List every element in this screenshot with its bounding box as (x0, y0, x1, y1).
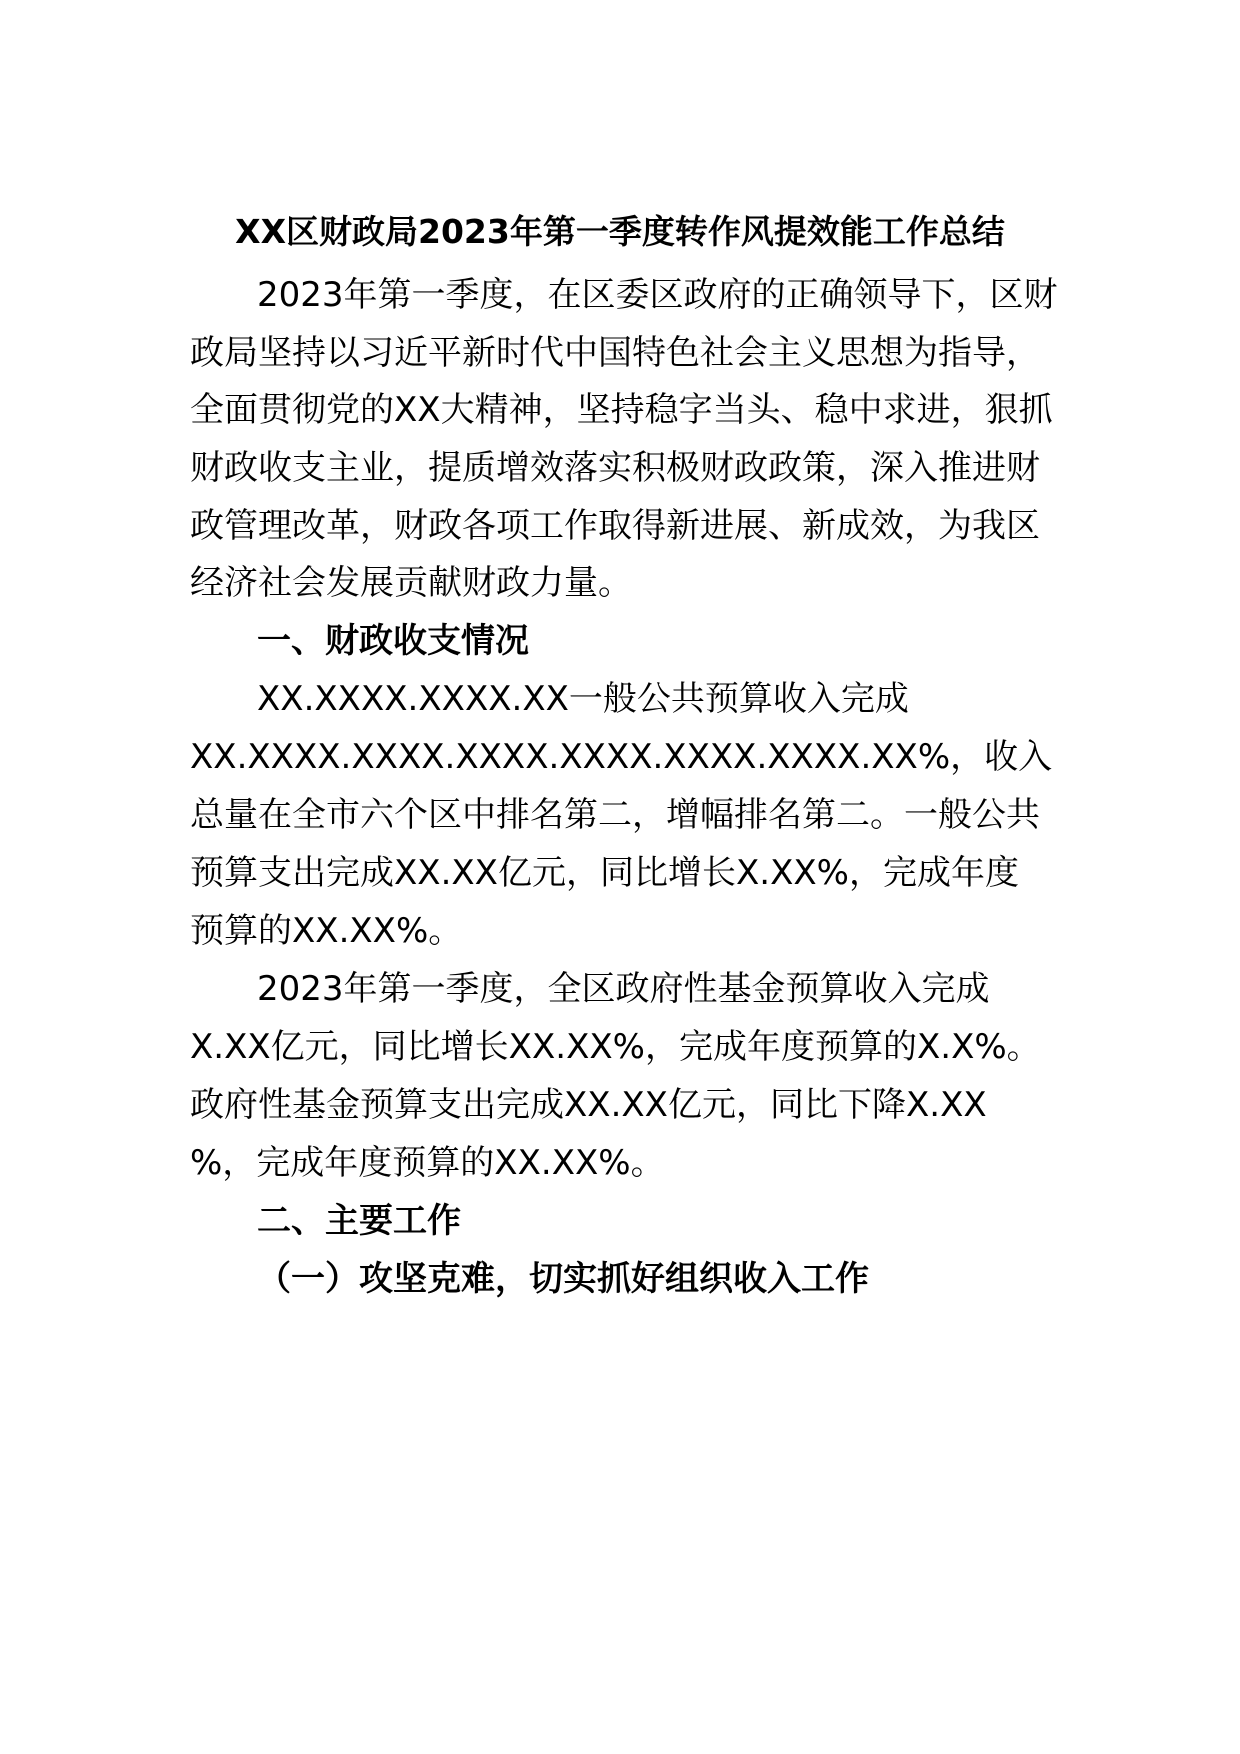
section-2-subheading-1: （一）攻坚克难，切实抓好组织收入工作 (257, 1259, 869, 1299)
intro-line-6: 经济社会发展贡献财政力量。 (190, 563, 632, 603)
section-1-p1-line-2: XX.XXXX.XXXX.XXXX.XXXX.XXXX.XXXX.XX%，收入 (190, 737, 1053, 777)
section-1-heading: 一、财政收支情况 (257, 621, 529, 661)
section-1-p2-line-2: X.XX亿元，同比增长XX.XX%，完成年度预算的X.X%。 (190, 1027, 1041, 1067)
section-1-p2-line-1: 2023年第一季度，全区政府性基金预算收入完成 (257, 969, 990, 1009)
document-title: XX区财政局2023年第一季度转作风提效能工作总结 (235, 212, 1005, 251)
intro-line-2: 政局坚持以习近平新时代中国特色社会主义思想为指导， (190, 333, 1040, 373)
section-1-p1-line-1: XX.XXXX.XXXX.XX一般公共预算收入完成 (257, 679, 909, 719)
intro-line-3: 全面贯彻党的XX大精神，坚持稳字当头、稳中求进，狠抓 (190, 390, 1053, 430)
section-1-p1-line-4: 预算支出完成XX.XX亿元，同比增长X.XX%，完成年度 (190, 853, 1019, 893)
intro-line-1: 2023年第一季度，在区委区政府的正确领导下，区财 (257, 275, 1058, 315)
intro-line-5: 政管理改革，财政各项工作取得新进展、新成效，为我区 (190, 506, 1040, 546)
section-1-p2-line-3: 政府性基金预算支出完成XX.XX亿元，同比下降X.XX (190, 1085, 987, 1125)
section-1-p2-line-4: %，完成年度预算的XX.XX%。 (190, 1143, 665, 1183)
section-1-p1-line-3: 总量在全市六个区中排名第二，增幅排名第二。一般公共 (190, 795, 1040, 835)
section-1-p1-line-5: 预算的XX.XX%。 (190, 911, 463, 951)
intro-line-4: 财政收支主业，提质增效落实积极财政政策，深入推进财 (190, 448, 1040, 488)
section-2-heading: 二、主要工作 (257, 1201, 461, 1241)
